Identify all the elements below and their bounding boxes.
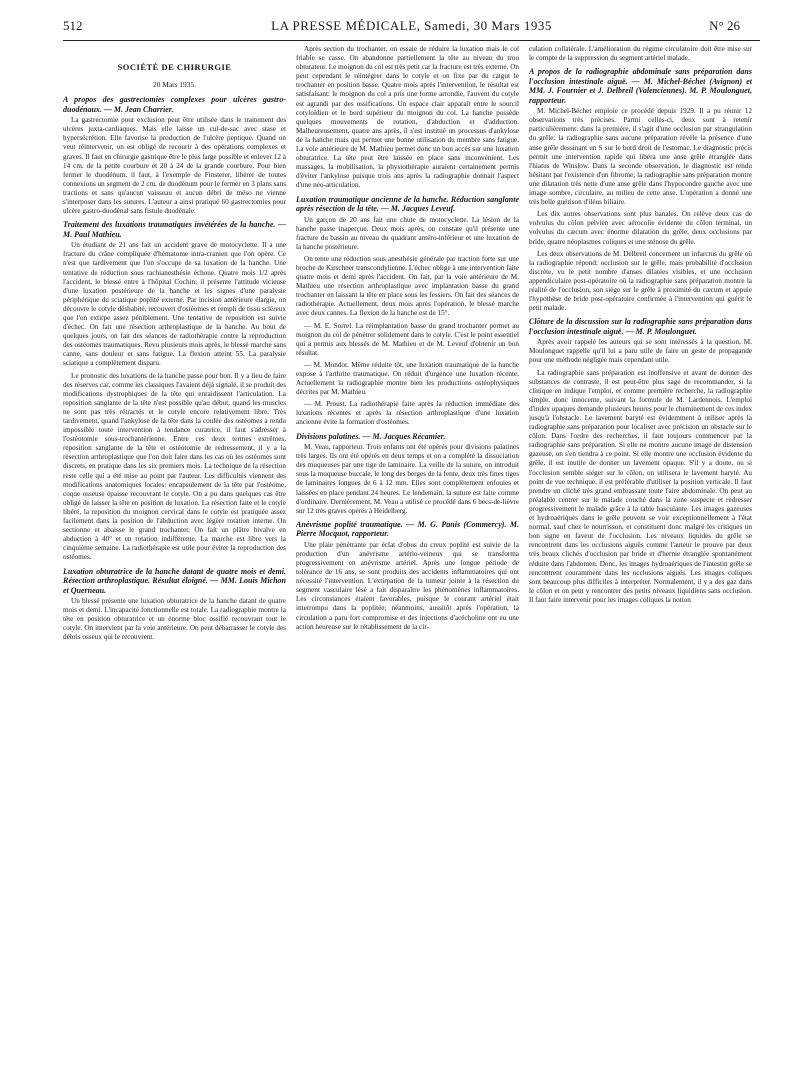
paragraph: Les deux observations de M. Delbreil concernent un infarctus du grêle où la radiographie répond: occlusion sur le grêle, mais probabilité d'occlusion discrète, vu le petit nombre d'anses dilatées visibles, et une occlusion appendiculaire post-opératoire où la radiographie sans préparation montre la réalité de l'occlusion, son siège sur le grêle à proximité du cæcum et appuie l'hypothèse de bride post-opératoire confirmée à l'intervention qui guérit le petit malade. [529, 249, 752, 313]
article-title: A propos de la radiographie abdominale sans préparation dans l'occlusion intestinale aiguë. — M. Michel-Béchet (Avignon) et MM. J. Fournier et J. Delbreil (Valenciennes). M. P. Moulonguet, rapporteur. [529, 67, 752, 105]
page-number: 512 [63, 18, 83, 33]
paragraph: Après section du trochanter, on essaie de réduire la luxation mais le col friable se casse. On abandonne partiellement la tête au niveau du trou obturateur. Le moignon du col est très petit car la fracture est très externe. On peut cependant le réintégrer dans le cotyle et on fixe par du catgut le trochanter en position basse. Quatre mois après l'intervention, le résultat est satisfaisant: le moignon du col a pris une forme arrondie, l'auvent du cotyle est agrandi par des ossifications. Un espace clair apparaît entre le sourcil cotyloïdien et le bord supérieur du moignon du col. La hanche possède quelques mouvements de rotation, d'abduction et d'adduction. Malheureusement, quatre ans après, il s'est institué un processus d'ankylose de la hanche mais qui permet une bonne utilisation du membre sans fatigue. La voie antérieure de M. Mathieu permet donc un bon accès sur une luxation obturatrice. La tête peut être laissée en place sans inconvénient. Les massages, la mobilisation, la physiothérapie auraient certainement permis d'éviter l'ankylose puisque trois ans après la radiographie donnait l'aspect d'une néo-articulation. [296, 45, 519, 190]
article-title: Traitement des luxations traumatiques invétérées de la hanche. — M. Paul Mathieu. [63, 220, 286, 239]
paragraph: culation collatérale. L'amélioration du régime circulatoire doit être mise sur le compte de la suppression du segment artériel malade. [529, 45, 752, 63]
column-1 [63, 45, 286, 1075]
paragraph: — M. Mondor. Même réduite tôt, une luxation traumatique de la hanche expose à l'arthrite traumatique. On réduit d'urgence une luxation récente. Actuellement la radiographie montre bien les productions ostéophysiques décrites par M. Mathieu. [296, 360, 519, 397]
issue-number: N° 26 [709, 18, 740, 33]
paragraph: Les dix autres observations sont plus banales. On relève deux cas de volvulus du côlon pelvien avec aérocolie évidente du côlon terminal, un volvulus du cæcum avec énorme dilatation du grêle, deux occlusions par bride, quatre néoplasmes coliques et une sténose du grêle. [529, 210, 752, 246]
article-title: Luxation obturatrice de la hanche datant de quatre mois et demi. Résection arthroplastique. Résultat éloigné. — MM. Louis Michon et Querneau. [63, 566, 286, 595]
session-date: 20 Mars 1935. [153, 80, 196, 90]
columns [63, 45, 760, 1075]
paragraph: Après avoir rappelé les auteurs qui se sont intéressés à la question, M. Moulonguet rappelle qu'il lui a paru utile de faire un geste de propagande pour une méthode négligée mais cependant utile. [529, 338, 752, 365]
newspaper-title: LA PRESSE MÉDICALE, Samedi, 30 Mars 1935 [271, 18, 552, 33]
page-header [63, 18, 760, 41]
section-title: SOCIÉTÉ DE CHIRURGIE [117, 62, 232, 72]
paragraph: La radiographie sans préparation est inoffensive et avant de donner des substances de contraste, il est peut-être plus sage de recommander, si la clinique en indique l'emploi, et comme première recherche, la radiographie simple, donc innocente, suivant la formule de M. Lardennois. L'emploi d'index opaques demande plusieurs heures pour le cheminement de ces index jusqu'à l'obstacle. Le lavement baryté est évidemment à utiliser après la radiographie sans préparation pour localiser avec précision un obstacle sur le côlon. Dans l'ordre des recherches, il faut toujours commencer par la radiographie sans préparation. Si elle ne montre aucune image de distension gazeuse, on s'en tiendra à ce point. Si elle montre une occlusion évidente du grêle, il est inutile de donner un lavement opaque. S'il y a doute, ou si l'occlusion semble siéger sur le côlon, on utilisera le lavement baryté. Au point de vue technique, il est préférable d'utiliser la position verticale. Il faut prendre un cliché très grand embrassant toute l'aire abdominale. On peut au préalable centrer sur le malade couché dans la zone suspecte et redresser progressivement le malade grâce à la table basculante. Les images gazeuses et hydroaériques dans le grêle peuvent se voir exceptionnellement à l'état normal, sauf chez le nourrisson, et constituent donc malgré les critiques un bon signe en faveur de l'occlusion. Les niveaux liquides du grêle se rencontrent dans les occlusions aiguës comme l'auteur le prouve par deux très beaux clichés d'occlusion par bride et d'hernie étranglée spontanément réduite dans l'abdomen. Donc, les images hydroaériques de l'intestin grêle se rencontrent couramment dans les occlusions aiguës. Les images coliques sont beaucoup plus difficiles à interpréter. Normalement, il y a des gaz dans le côlon et on peut y rencontrer des petits niveaux liquidiens sans occlusion. Il faut faire intervenir pour les images coliques la notion [529, 368, 752, 604]
paragraph: Un blessé présente une luxation obturatrice de la hanche datant de quatre mois et demi. L'incapacité fonctionnelle est totale. La radiographie montre la tête en position obturatrice et un énorme bloc ossifié recouvrant tout le cotyle. On intervient par la voie antérieure. On peut débarrasser le cotyle des débris osseux qui le recouvrent. [63, 597, 286, 642]
paragraph: Une plaie pénétrante par éclat d'obus du creux poplité est suivie de la production d'un anévrisme artério-veineux qui se transforma progressivement en anévrisme artériel. Après une longue période de tolérance de 16 ans, se sont produits des accidents inflammatoires qui ont nécessité l'intervention. L'extirpation de la tumeur jointe à la résection du segment vasculaire lésé a fait disparaître les phénomènes inflammatoires. Les circonstances étaient favorables, puisque le courant artériel était interrompu dans la poplitée; néanmoins, aussitôt après l'opération, la circulation a paru fort compromise et des injections d'acécholine ont eu une action heureuse sur le rétablissement de la cir- [296, 540, 519, 631]
paragraph: La gastrectomie pour exclusion peut être utilisée dans le traitement des ulcères juxta-cardiaques. Mais elle laisse un cul-de-sac avec stase et hypersécrétion. Elle favorise la production de l'ulcère peptique. Quand on veut réintervenir, on est obligé de recourir à des opérations complexes et graves. Il faut en chirurgie gastrique être le plus large possible et enlever 12 à 14 cm. de la petite courbure et 20 à 24 de la grande courbure. Pour bien fermer le duodénum, il faut, à l'exemple de Finsterer, libérer de toutes connexions un segment de 2 cm. de duodénum pour le fermer en 3 plans sans tractions et sans qu'aucun vaisseau et aucun débri de méso ne vienne s'interposer dans les sutures. L'auteur a ainsi pratiqué 60 gastrectomies pour ulcère gastro-duodénal sans fistule duodénale. [63, 116, 286, 216]
paragraph: — M. E. Sorrel. La réimplantation basse du grand trochanter permet au moignon du col de pénétrer solidement dans le cotyle. C'est le point essentiel qui a permis aux blessés de M. Mathieu et de M. Leveuf d'obtenir un bon résultat. [296, 321, 519, 357]
paragraph: M. Veau, rapporteur. Trois enfants ont été opérés pour divisions palatines très larges. Ils ont été opérés en deux temps et on a complété la dissociation des muqueuses par une tige de laminaire. La veille de la suture, on introduit sous la muqueuse buccale, le long des berges de la fente, deux très fines tiges de laminaires longues de 6 à 12 mm. Elles sont complètement enfouies et laissées en place pendant 24 heures. Le lendemain, la suture est faite comme d'ordinaire. Dernièrement, M. Veau a utilisé ce procédé dans 6 becs-de-lièvre sur 12 très graves opérés à Heidelberg. [296, 443, 519, 515]
paragraph: M. Michel-Béchet emploie ce procédé depuis 1929. Il a pu réunir 12 observations très précises. Parmi celles-ci, deux sont à retenir particulièrement: dans la première, il s'agit d'une occlusion par strangulation du grêle: la radiographie sans aucune préparation révèle la présence d'une anse grêle dessinant un S sur le bord droit de l'estomac. Le diagnostic précis permit une intervention rapide qui libéra une anse grêle étranglée dans l'hiatus de Winslow. Dans la seconde observation, le diagnostic est rendu hésitant par l'existence d'un fibrome; la radiographie sans préparation montre une dilatation très nette d'une anse grêle dans l'hypocondre gauche avec une image sombre, circulaire, au milieu de cette anse. L'opération a donné une très belle guérison d'iléus biliaire. [529, 107, 752, 207]
article-title: Anévrisme poplité traumatique. — M. G. Panis (Commercy). M. Pierre Mocquot, rapporteur. [296, 519, 519, 539]
article-title: Divisions palatines. — M. Jacques Récamier. [296, 431, 446, 441]
article-title: A propos des gastrectomies complexes pour ulcères gastro-duodénaux. — M. Jean Charrier. [63, 95, 286, 114]
article-title: Luxation traumatique ancienne de la hanche. Réduction sanglante après résection de la tête. — M. Jacques Leveuf. [296, 194, 519, 213]
article-title: Clôture de la discussion sur la radiographie sans préparation dans l'occlusion intestinale aiguë. — M. P. Moulonguet. [529, 317, 752, 336]
column-2 [296, 45, 519, 1075]
paragraph: Le pronostic des luxations de la hanche passe pour bon. Il y a lieu de faire des réserves car, comme les classiques l'avaient déjà signalé, il se produit des modifications dystrophiques de la tête qui enraidissent l'articulation. La reposition sanglante de la tête n'est possible qu'au début, quand les muscles ne sont pas très rétractés et le cotyle encore relativement libre. Très tardivement, quand l'ankylose de la tête dans la coulée des ostéomes a rendu impossible toute intervention à tendance curatrice, il faut s'adresser à l'ostéotomie sous-trochantérienne. Entre ces deux termes extrêmes, reposition sanglante de la tête et ostéotomie de redressement, il y a la résection arthroplastique que l'on doit faire dans les cas où les ostéomes sont discrets, en pratique dans les six premiers mois. La technique de la résection reste celle qui a été mise au point par l'auteur. Les difficultés viennent des modifications anatomiques locales: encapsulement de la tête par l'ostéome, coque osseuse épaisse recouvrant le cotyle. On a pu dans quelques cas être obligé de laisser la tête en position de luxation. La résection faite et le cotyle libéré, la reposition du moignon cervical dans le cotyle est pratiquée assez facilement dans la position de l'abduction avec légère rotation interne. On sectionne et abaisse le grand trochanter. On fait un plâtre bivalve en abduction à 40° et en rotation indifférente. La marche est libre vers la cinquième semaine. La radiothérapie est utile pour éviter la reproduction des ostéomes. [63, 371, 286, 562]
paragraph: Un étudiant de 21 ans fait un accident grave de motocyclette. Il a une fracture du crâne compliquée d'hématome intra-cranien que l'on opère. Ce n'est que tardivement que l'on s'occupe de sa luxation de la hanche. Une tentative de réduction sous rachianesthésie échoue. Quatre mois 1/2 après l'accident, le blessé entre à l'hôpital Cochin; il présente l'attitude vicieuse d'une luxation postérieure de la hanche et les signes d'une paralysie périphérique du sciatique poplité externe. Par incision antérieure élargie, on découvre le cotyle déshabité, recouvert d'ostéomes et rempli de tissu scléreux que l'on extirpe assez péniblement. Une tentative de reposition est suivie d'échec. On fait une résection arthroplastique de la hanche. Au bout de quelques jours, on fait des séances de radiothérapie contre la reproduction des ostéomes traumatiques. Revu plusieurs mois après, le blessé marche sans canne, sans douleur et sans fatigue. La flexion atteint 55. La paralysie sciatique a complètement disparu. [63, 241, 286, 368]
paragraph: — M. Proust. La radiothérapie faite après la réduction immédiate des luxations récentes et après la résection arthroplastique d'une luxation ancienne évite la formation d'ostéomes. [296, 400, 519, 427]
paragraph: Un garçon de 20 ans fait une chute de motocyclette. La lésion de la hanche passe inaperçue. Deux mois après, on constate qu'il présente une fracture du bassin au niveau du quadrant antéro-inférieur et une luxation de la hanche postérieure. [296, 215, 519, 251]
paragraph: On tente une réduction sous anesthésie générale par traction forte sur une broche de Kirschner transcondylienne. L'échec oblige à une intervention faite quatre mois et demi après l'accident. On fait, par la voie antérieure de M. Mathieu une résection arthroplastique avec implantation basse du grand trochanter en laissant la tête en place sous les fessiers. On fait des séances de radiothérapie. Actuellement, deux mois après l'opération, le blessé marche avec deux cannes. La flexion de la hanche est de 15°. [296, 254, 519, 318]
column-3 [529, 45, 752, 1075]
